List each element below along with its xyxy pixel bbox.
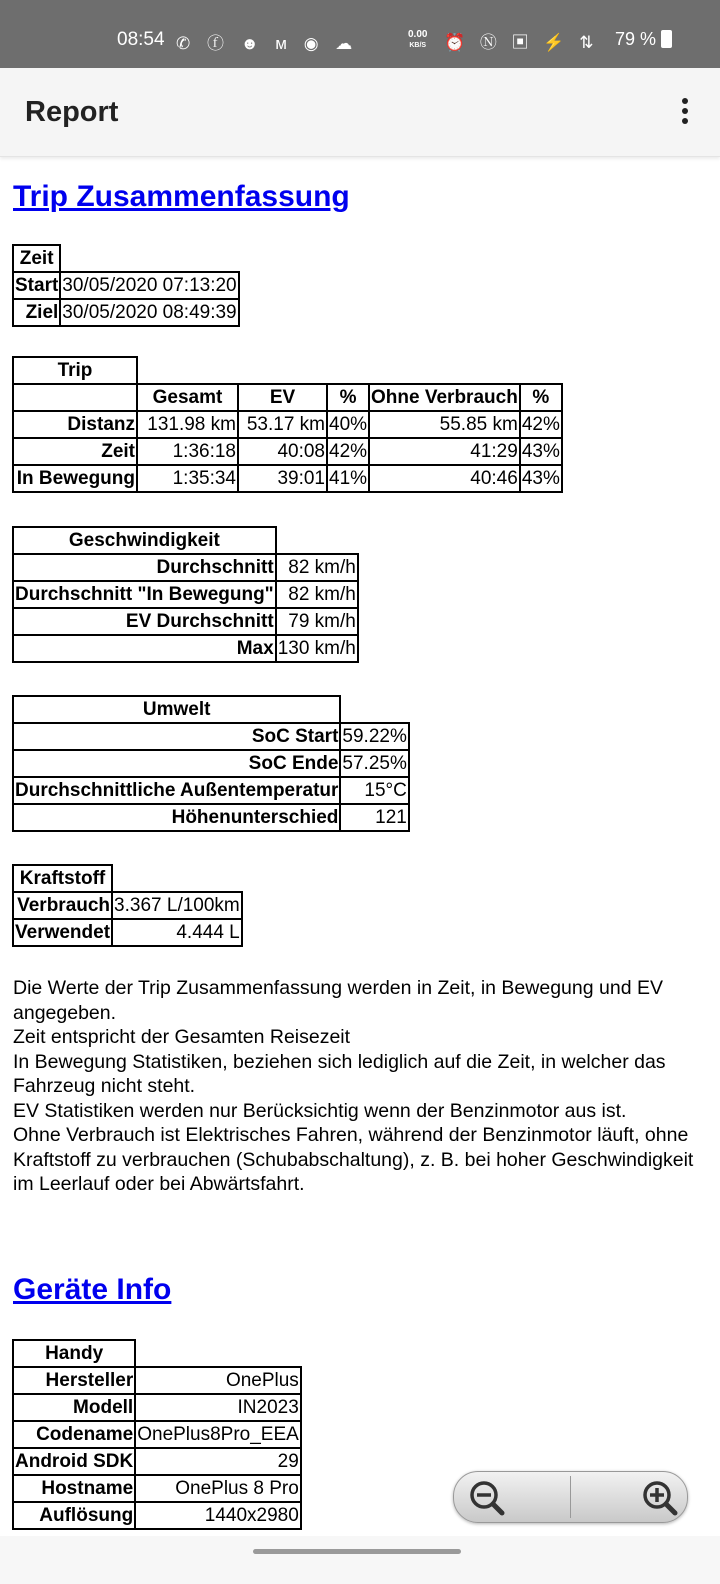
report-webview[interactable] (12, 156, 712, 1536)
note-line: Die Werte der Trip Zusammenfassung werden in Zeit, in Bewegung und EV angegeben. (13, 977, 663, 1024)
battery-indicator (615, 29, 672, 50)
zoom-in-button[interactable] (571, 1472, 687, 1522)
table-row: Verwendet 4.444 L (13, 919, 242, 946)
note-line: In Bewegung Statistiken, beziehen sich lediglich auf die Zeit, in welcher das Fahrzeug nicht steht. (13, 1050, 666, 1097)
table-row: Max 130 km/h (13, 635, 358, 662)
status-bar (0, 0, 720, 68)
zeit-table (12, 244, 240, 327)
zoom-out-button[interactable] (454, 1472, 570, 1522)
note-line: Ohne Verbrauch ist Elektrisches Fahren, während der Benzinmotor läuft, ohne Kraftstoff zu verbrauchen (Schubabschaltung), z. B. bei hoher Geschwindigkeit im Leerlauf oder bei Abwärtsfahrt. (13, 1124, 694, 1195)
table-row: Durchschnitt 82 km/h (13, 554, 358, 581)
table-row: Höhenunterschied 121 (13, 804, 409, 831)
zoom-out-icon (454, 1472, 570, 1522)
trip-notes (13, 976, 703, 1197)
trip-summary-heading: Trip Zusammenfassung (13, 180, 350, 213)
net-speed (408, 30, 427, 51)
table-row: SoC Start 59.22% (13, 723, 409, 750)
trip-table (12, 356, 563, 493)
table-header: Geschwindigkeit (13, 527, 276, 554)
table-row: Hersteller OnePlus (13, 1367, 301, 1394)
system-icons: ⏰ Ⓝ ▣ ⚡ ⇅ (444, 33, 599, 52)
table-row: Ziel 30/05/2020 08:49:39 (13, 299, 239, 326)
home-gesture-handle[interactable] (253, 1549, 461, 1554)
table-row: Distanz 131.98 km 53.17 km 40% 55.85 km 42% (13, 411, 562, 438)
net-speed-unit: KB/S (409, 42, 427, 49)
table-header: Kraftstoff (13, 865, 112, 892)
table-row: Codename OnePlus8Pro_EEA (13, 1421, 301, 1448)
environment-table (12, 695, 410, 832)
table-header: Umwelt (13, 696, 340, 723)
table-header: Zeit (13, 245, 60, 272)
speed-table (12, 526, 359, 663)
zoom-in-icon (571, 1472, 687, 1522)
table-row: Zeit 1:36:18 40:08 42% 41:29 43% (13, 438, 562, 465)
table-row: In Bewegung 1:35:34 39:01 41% 40:46 43% (13, 465, 562, 492)
device-info-heading: Geräte Info (13, 1273, 172, 1306)
table-row: Auflösung 1440x2980 (13, 1502, 301, 1529)
table-row: Verbrauch 3.367 L/100km (13, 892, 242, 919)
table-row: Start 30/05/2020 07:13:20 (13, 272, 239, 299)
page-title: Report (25, 96, 119, 128)
table-row: Gesamt EV % Ohne Verbrauch % (13, 384, 562, 411)
overflow-menu-button[interactable] (670, 96, 700, 130)
navigation-bar (0, 1536, 720, 1584)
table-row: EV Durchschnitt 79 km/h (13, 608, 358, 635)
app-bar (0, 68, 720, 157)
table-row: Durchschnitt "In Bewegung" 82 km/h (13, 581, 358, 608)
table-row: Durchschnittliche Außentemperatur 15°C (13, 777, 409, 804)
table-row: Android SDK 29 (13, 1448, 301, 1475)
table-header: Trip (13, 357, 137, 384)
note-line: EV Statistiken werden nur Berücksichtig wenn der Benzinmotor aus ist. (13, 1099, 627, 1122)
status-time: 08:54 (117, 29, 165, 50)
more-vert-icon (682, 98, 688, 104)
notification-icons: ✆ ⓕ ☻ ᴍ ◉ ☁ (176, 34, 359, 53)
zoom-controls (453, 1471, 688, 1523)
fuel-table (12, 864, 243, 947)
table-row: Modell IN2023 (13, 1394, 301, 1421)
table-header: Handy (13, 1340, 135, 1367)
table-row: SoC Ende 57.25% (13, 750, 409, 777)
note-line: Zeit entspricht der Gesamten Reisezeit (13, 1026, 351, 1048)
battery-percent: 79 % (615, 29, 657, 49)
device-table (12, 1339, 302, 1530)
battery-icon (661, 30, 672, 48)
net-speed-value: 0.00 (408, 29, 428, 40)
table-row: Hostname OnePlus 8 Pro (13, 1475, 301, 1502)
